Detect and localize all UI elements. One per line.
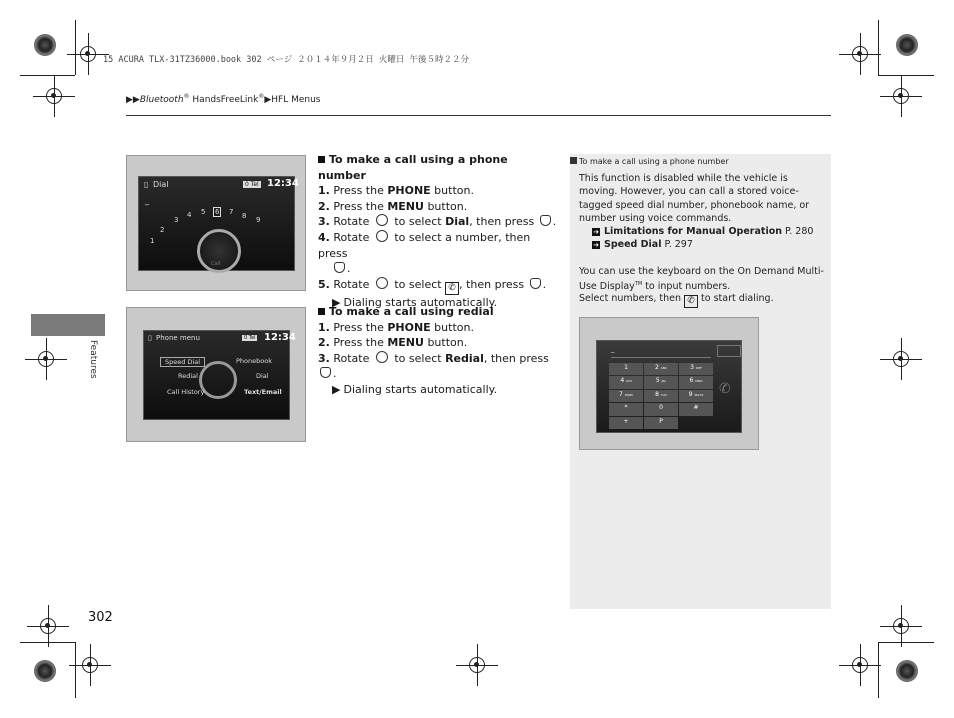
registration-mark-tl [80, 46, 96, 62]
press-dial-icon [334, 262, 345, 273]
digit: 1 [150, 237, 155, 245]
registration-mark-br2 [852, 657, 868, 673]
registration-mark-bc [469, 657, 485, 673]
interface-dial-icon [376, 214, 388, 226]
crop-line [878, 75, 934, 76]
phone-icon: ▯ [148, 334, 152, 342]
screen-title: Dial [153, 180, 169, 189]
cross-reference-icon: ➔ [593, 228, 599, 236]
phone-icon: ▯ [144, 180, 149, 189]
registration-mark-bl [40, 618, 56, 634]
menu-item-speed-dial: Speed Dial [160, 357, 205, 367]
step: 1. Press the PHONE button. [318, 320, 474, 334]
number-field: _ [145, 196, 149, 205]
dial-screen [138, 176, 299, 271]
digit: 4 [187, 211, 192, 219]
registration-mark-bl2 [82, 657, 98, 673]
registration-mark-tl2 [46, 88, 62, 104]
registered-mark: ® [183, 93, 190, 100]
keypad-key: 5 JKL [644, 376, 678, 388]
step: 3. Rotate to select Dial, then press . [318, 215, 557, 229]
instructions-phone-number [318, 152, 558, 310]
digit: 3 [174, 216, 179, 224]
registration-mark-ml [38, 351, 54, 367]
press-dial-icon [540, 215, 551, 226]
registration-mark-tr2 [893, 88, 909, 104]
breadcrumb [126, 93, 320, 105]
step: 2. Press the MENU button. [318, 336, 468, 350]
breadcrumb-handsfreelink: HandsFreeLink [189, 95, 259, 105]
keypad-image [579, 317, 759, 450]
call-icon: ✆ [684, 295, 698, 308]
interface-dial-icon [376, 230, 388, 242]
digit: 7 [229, 208, 234, 216]
registration-disk-tr [896, 34, 918, 56]
note-marker-icon [570, 157, 577, 164]
result-arrow-icon: ▶ [332, 382, 341, 396]
digit: 5 [201, 208, 206, 216]
step-result: ▶ Dialing starts automatically. [332, 382, 498, 396]
digit: 9 [256, 216, 261, 224]
keypad-key: + [609, 417, 643, 429]
header-rule [126, 115, 831, 116]
step: 3. Rotate to select Redial, then press . [318, 351, 549, 381]
keypad-key: 3 DEF [679, 363, 713, 375]
phone-menu-screen [143, 330, 296, 420]
breadcrumb-bluetooth: Bluetooth [139, 95, 184, 105]
crop-line [75, 642, 76, 698]
keypad-key: 8 TUV [644, 390, 678, 402]
section-tab-label: Features [88, 340, 98, 379]
digit: 8 [242, 212, 247, 220]
interface-dial-icon [376, 277, 388, 289]
registration-disk-br [896, 660, 918, 682]
note-para-3: Select numbers, then ✆ to start dialing. [579, 293, 774, 306]
registration-mark-tr [852, 46, 868, 62]
call-label: Call [211, 261, 221, 267]
crop-line [20, 75, 75, 76]
registration-disk-bl [34, 660, 56, 682]
note-ref-1: ➔ Limitations for Manual Operation P. 280 [593, 226, 814, 237]
print-header: 15 ACURA TLX-31TZ36000.book 302 ページ ２０１４年９月２日 火曜日 午後５時２２分 [103, 55, 469, 65]
screen-title: Phone menu [156, 334, 200, 342]
registration-mark-mr [893, 351, 909, 367]
keypad-key: 4 GHI [609, 376, 643, 388]
registered-mark: ® [258, 93, 265, 100]
keypad-key: * [609, 403, 643, 415]
input-field: _ [611, 345, 711, 358]
step: 4. Rotate to select a number, then press . [318, 230, 531, 276]
clock: 12:34 [264, 332, 296, 343]
step: 1. Press the PHONE button. [318, 184, 474, 198]
crop-line [878, 20, 879, 75]
side-note [570, 154, 831, 609]
press-dial-icon [320, 367, 331, 378]
menu-item-redial: Redial [178, 372, 198, 380]
breadcrumb-arrows: ▶▶ [126, 95, 140, 105]
dial-screen-image [126, 155, 306, 291]
digit-selected: 6 [215, 208, 220, 216]
menu-item-text-email: Text/Email [244, 388, 282, 396]
status-indicator: 0 Tel [245, 181, 259, 188]
call-icon: ✆ [445, 282, 459, 295]
crop-line [878, 642, 934, 643]
keypad-grid [609, 363, 713, 429]
menu-item-dial: Dial [256, 372, 269, 380]
keypad-key: 1 [609, 363, 643, 375]
status-indicator: 0 Tel [244, 335, 256, 341]
breadcrumb-arrow: ▶ [264, 95, 272, 105]
step: 5. Rotate to select ✆ , then press . [318, 277, 547, 293]
call-key-icon: ✆ [719, 381, 731, 397]
interface-dial-icon [376, 351, 388, 363]
step: 2. Press the MENU button. [318, 199, 468, 213]
clock: 12:34 [267, 178, 299, 189]
crop-line [878, 642, 879, 698]
registration-mark-br [893, 618, 909, 634]
keypad-key: 9 WXYZ [679, 390, 713, 402]
note-para-2: You can use the keyboard on the On Demand Multi-Use Display™ to input numbers. [579, 266, 824, 293]
keypad-key: # [679, 403, 713, 415]
keypad-key: 0 [644, 403, 678, 415]
keypad-key: 6 MNO [679, 376, 713, 388]
registration-disk-tl [34, 34, 56, 56]
menu-item-phonebook: Phonebook [236, 357, 272, 365]
breadcrumb-hfl-menus: HFL Menus [271, 95, 321, 105]
keypad-key: 7 PQRS [609, 390, 643, 402]
cross-reference-icon: ➔ [593, 241, 599, 249]
press-dial-icon [530, 278, 541, 289]
page-number: 302 [88, 610, 113, 625]
note-heading: To make a call using a phone number [570, 157, 729, 166]
keypad-screen [596, 340, 742, 433]
section-tab [31, 314, 105, 336]
section-heading: To make a call using a phone number [318, 153, 508, 182]
digit: 2 [160, 226, 165, 234]
note-ref-2: ➔ Speed Dial P. 297 [593, 239, 693, 250]
phone-menu-image [126, 307, 306, 442]
note-para-1: This function is disabled while the vehicle is moving. However, you can call a stored voice-tagged speed dial number, phonebook name, or number using voice commands. [579, 173, 810, 225]
delete-key [717, 345, 741, 357]
result-arrow-icon: ▶ [332, 295, 341, 309]
crop-line [75, 20, 76, 75]
section-heading: To make a call using redial [318, 304, 558, 320]
step-result: ▶ Dialing starts automatically. [332, 295, 498, 309]
crop-line [20, 642, 75, 643]
keypad-key: 2 ABC [644, 363, 678, 375]
instructions-redial [318, 304, 558, 398]
keypad-key: P [644, 417, 678, 429]
menu-item-call-history: Call History [167, 388, 205, 396]
